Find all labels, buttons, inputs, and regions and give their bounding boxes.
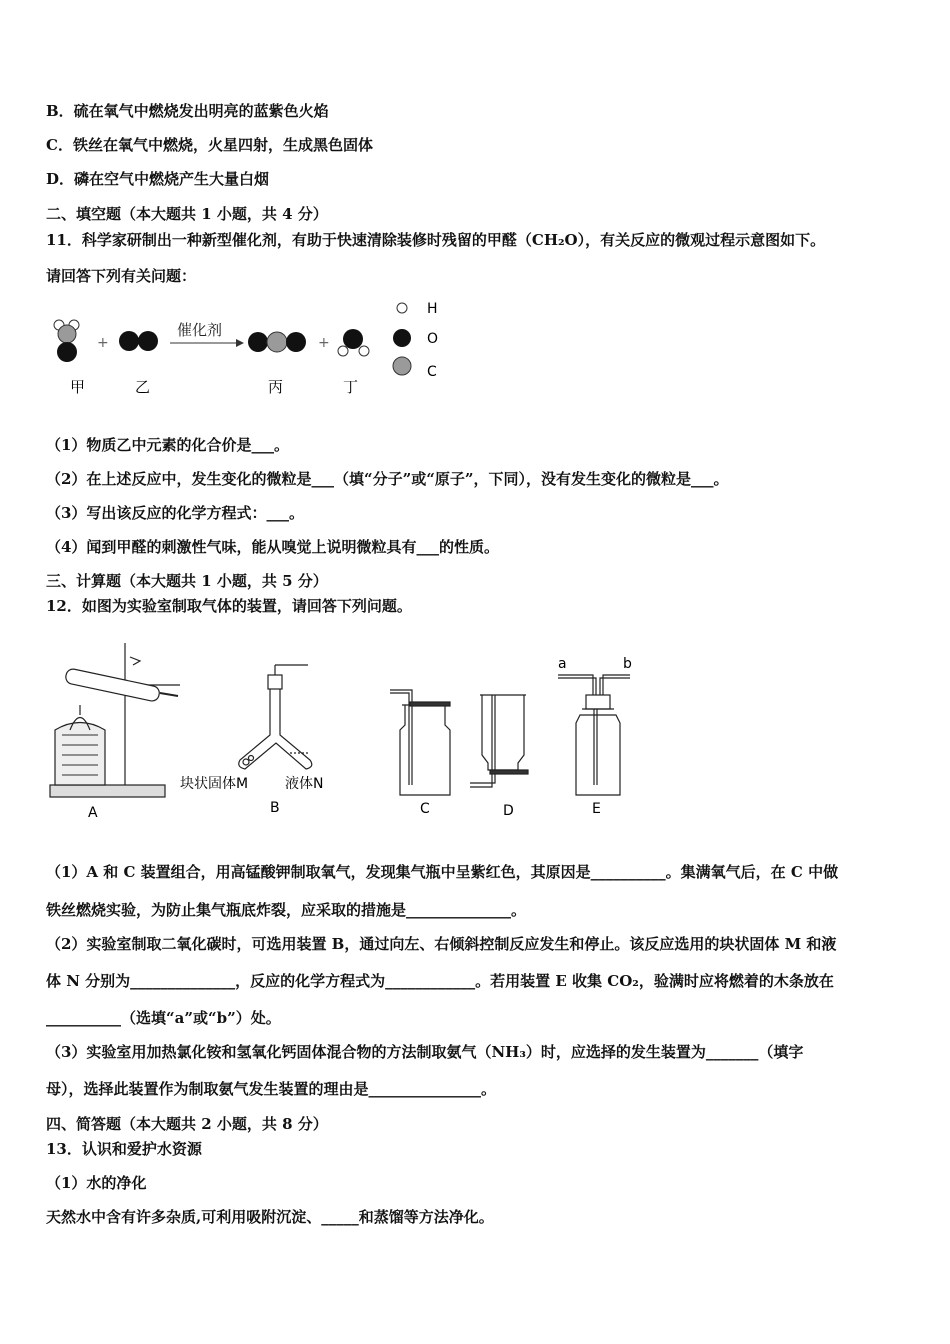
b-solid-label: 块状固体M	[180, 776, 249, 792]
section-4-heading: 四、简答题（本大题共 2 小题，共 8 分）	[46, 1115, 328, 1133]
option-d: D．磷在空气中燃烧产生大量白烟	[46, 170, 270, 188]
label-b: B	[270, 800, 280, 816]
label-e: E	[592, 801, 601, 817]
label-ding: 丁	[343, 378, 359, 396]
question-11-part-1: （1）物质乙中元素的化合价是___。	[46, 436, 289, 454]
label-yi: 乙	[135, 378, 151, 396]
question-11-part-4: （4）闻到甲醛的刺激性气味，能从嗅觉上说明微粒具有___的性质。	[46, 538, 499, 556]
legend-c-label: C	[427, 364, 437, 380]
section-2-heading: 二、填空题（本大题共 1 小题，共 4 分）	[46, 205, 328, 223]
question-12-part-2-line-2: 体 N 分别为______________，反应的化学方程式为____________。若用装置 E 收集 CO₂，验满时应将燃着的木条放在	[46, 972, 834, 990]
plus-sign: +	[318, 335, 330, 351]
option-b: B．硫在氧气中燃烧发出明亮的蓝紫色火焰	[46, 102, 329, 120]
molecule-bing	[248, 332, 306, 352]
question-12-part-2-line-1: （2）实验室制取二氧化碳时，可选用装置 B，通过向左、右倾斜控制反应发生和停止。该反应选用的块状固体 M 和液	[46, 935, 837, 953]
legend-h-circle	[397, 303, 407, 313]
apparatus-a	[50, 643, 180, 797]
question-12-part-3-line-2: 母），选择此装置作为制取氨气发生装置的理由是_______________。	[46, 1080, 497, 1098]
lab-apparatus-diagram	[40, 635, 660, 830]
question-12-part-3-line-1: （3）实验室用加热氯化铵和氢氧化钙固体混合物的方法制取氨气（NH₃）时，应选择的发生装置为_______（填字	[46, 1043, 804, 1061]
question-12: 12．如图为实验室制取气体的装置，请回答下列问题。	[46, 597, 412, 615]
molecule-yi	[119, 331, 158, 351]
legend-o-circle	[393, 329, 411, 347]
port-b-label: b	[623, 656, 632, 672]
legend-h-label: H	[427, 301, 438, 317]
legend-o-label: O	[427, 331, 439, 347]
label-jia: 甲	[70, 378, 86, 396]
catalyst-label: 催化剂	[177, 321, 223, 339]
reaction-arrow	[170, 339, 244, 347]
question-12-part-1-line-2: 铁丝燃烧实验，为防止集气瓶底炸裂，应采取的措施是______________。	[46, 901, 527, 919]
apparatus-c	[390, 690, 450, 795]
question-12-part-2-line-3: __________（选填“a”或“b”）处。	[46, 1009, 281, 1027]
question-13-part-1: （1）水的净化	[46, 1174, 147, 1192]
option-c: C．铁丝在氧气中燃烧，火星四射，生成黑色固体	[46, 136, 373, 154]
apparatus-e	[558, 675, 630, 795]
port-a-label: a	[558, 656, 567, 672]
question-11: 11．科学家研制出一种新型催化剂，有助于快速清除装修时残留的甲醛（CH₂O），有关反应的微观过程示意图如下。	[46, 231, 826, 249]
label-bing: 丙	[268, 378, 284, 396]
label-c: C	[420, 801, 430, 817]
apparatus-d	[470, 695, 528, 787]
question-11-prompt: 请回答下列有关问题：	[46, 267, 197, 285]
b-liquid-label: 液体N	[285, 776, 324, 792]
question-13-text: 天然水中含有许多杂质,可利用吸附沉淀、_____和蒸馏等方法净化。	[46, 1208, 494, 1226]
question-11-part-3: （3）写出该反应的化学方程式：___。	[46, 504, 304, 522]
section-3-heading: 三、计算题（本大题共 1 小题，共 5 分）	[46, 572, 328, 590]
legend-c-circle	[393, 357, 411, 375]
label-a: A	[88, 805, 98, 821]
legend	[393, 301, 438, 380]
question-13: 13．认识和爱护水资源	[46, 1140, 202, 1158]
reaction-microscopic-diagram	[40, 295, 460, 405]
plus-sign: +	[97, 335, 109, 351]
question-12-part-1-line-1: （1）A 和 C 装置组合，用高锰酸钾制取氧气，发现集气瓶中呈紫红色，其原因是__________。集满氧气后，在 C 中做	[46, 863, 839, 881]
question-11-part-2: （2）在上述反应中，发生变化的微粒是___（填“分子”或“原子”，下同），没有发生变化的微粒是___。	[46, 470, 729, 488]
molecule-ding	[338, 329, 369, 356]
apparatus-b	[239, 665, 312, 769]
label-d: D	[503, 803, 514, 819]
molecule-jia	[54, 320, 79, 362]
